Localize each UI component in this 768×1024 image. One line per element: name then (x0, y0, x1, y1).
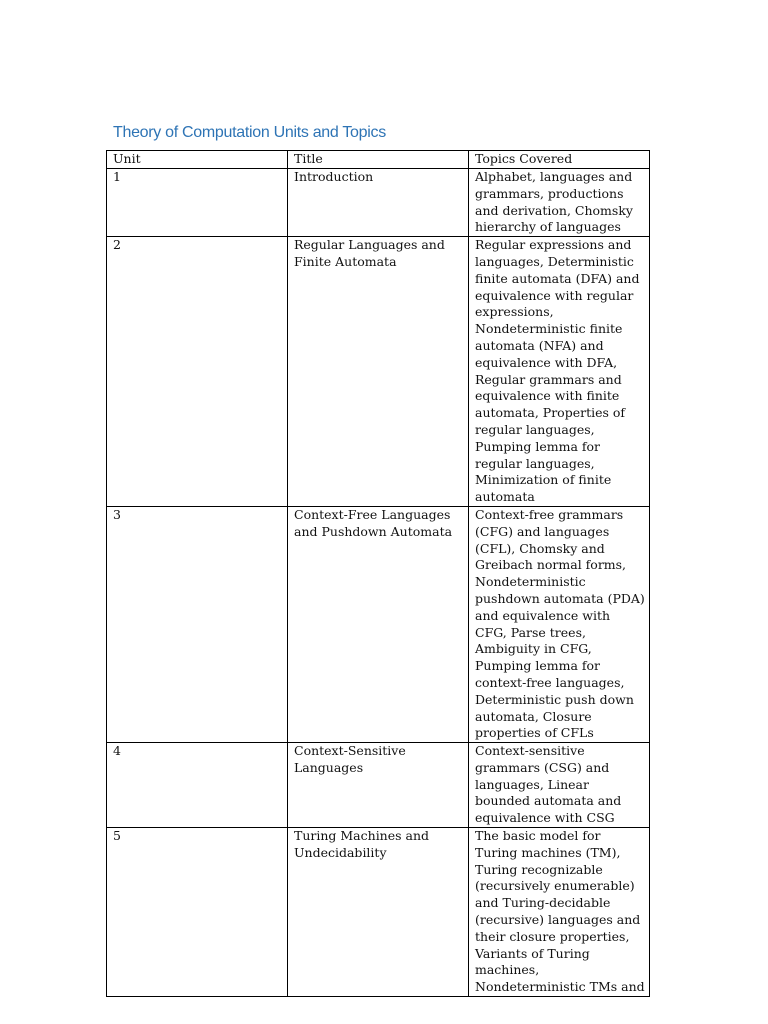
column-header-topics: Topics Covered (469, 151, 650, 169)
unit-topics: The basic model for Turing machines (TM), Turing recognizable (recursively enumerable) and Turing-decidable (recursive) languages and their closure properties, Variants of Turing machines, Nondeterministic TMs and (475, 828, 645, 995)
units-table (106, 150, 650, 997)
table-row (107, 237, 650, 507)
table-row (107, 169, 650, 237)
table-row (107, 828, 650, 997)
unit-title: Regular Languages and Finite Automata (294, 237, 445, 269)
unit-title: Turing Machines and Undecidability (294, 828, 430, 860)
topics-cell (469, 169, 650, 237)
title-cell (288, 828, 469, 997)
topics-cell (469, 828, 650, 997)
unit-title: Context-Sensitive Languages (294, 743, 406, 775)
unit-cell (107, 828, 288, 997)
table-row (107, 743, 650, 828)
topics-cell (469, 743, 650, 828)
title-cell (288, 237, 469, 507)
unit-topics: Context-free grammars (CFG) and languages (CFL), Chomsky and Greibach normal forms, Nondeterministic pushdown automata (PDA) and equivalence with CFG, Parse trees, Ambiguity in CFG, Pumping lemma for context-free languages, Deterministic push down automata, Closure properties of CFLs (475, 506, 645, 741)
title-cell (288, 169, 469, 237)
table-row (107, 506, 650, 742)
unit-number: 5 (113, 828, 121, 844)
unit-title: Context-Free Languages and Pushdown Automata (294, 506, 453, 539)
unit-cell (107, 743, 288, 828)
topics-cell (469, 237, 650, 507)
unit-cell (107, 237, 288, 507)
topics-cell (469, 506, 650, 742)
unit-number: 1 (113, 169, 121, 184)
unit-number: 4 (113, 743, 121, 759)
document-heading: Theory of Computation Units and Topics (113, 124, 386, 141)
unit-title: Introduction (294, 169, 374, 184)
table-header-row (107, 151, 650, 169)
unit-number: 3 (113, 506, 121, 522)
unit-topics: Alphabet, languages and grammars, productions and derivation, Chomsky hierarchy of languages (475, 169, 633, 235)
unit-number: 2 (113, 237, 121, 253)
unit-topics: Regular expressions and languages, Deterministic finite automata (DFA) and equivalence with regular expressions, Nondeterministic finite automata (NFA) and equivalence with DFA, Regular grammars and equivalence with finite automata, Properties of regular languages, Pumping lemma for regular languages, Minimization of finite automata (475, 237, 640, 505)
unit-cell (107, 169, 288, 237)
title-cell (288, 506, 469, 742)
unit-cell (107, 506, 288, 742)
column-header-title: Title (288, 151, 469, 169)
title-cell (288, 743, 469, 828)
unit-topics: Context-sensitive grammars (CSG) and languages, Linear bounded automata and equivalence with CSG (475, 743, 622, 826)
column-header-unit: Unit (107, 151, 288, 169)
